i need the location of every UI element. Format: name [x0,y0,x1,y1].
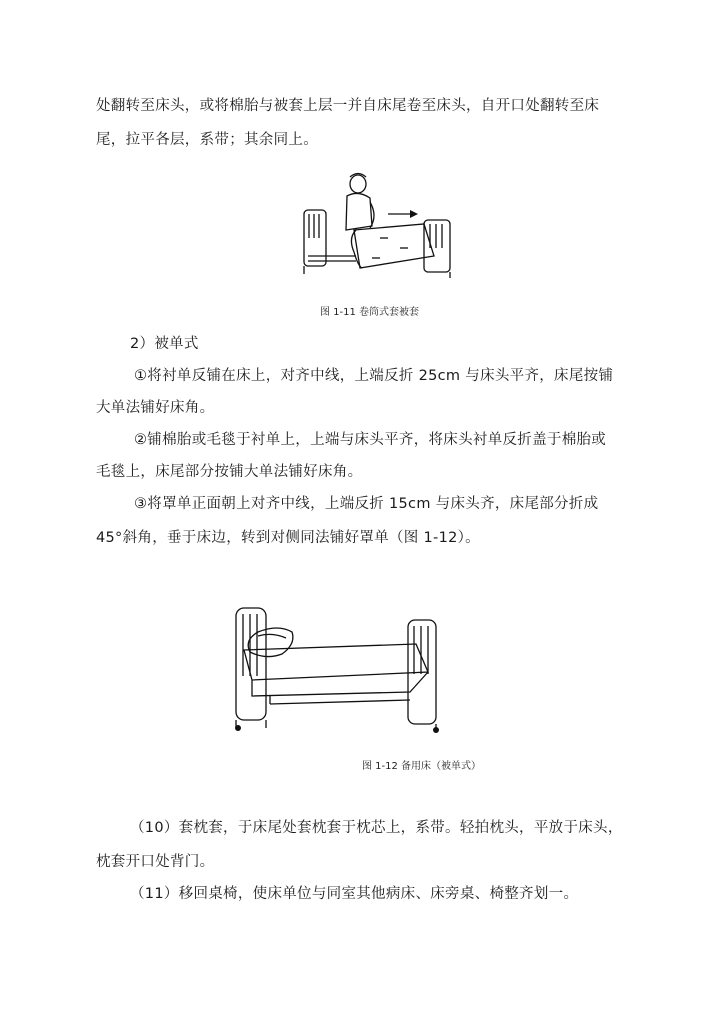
figure-1-11-illustration [300,168,460,278]
paragraph-line: 大单法铺好床角。 [96,400,215,416]
paragraph-line: 尾，拉平各层，系带；其余同上。 [96,132,318,148]
paragraph-line: 处翻转至床头，或将棉胎与被套上层一并自床尾卷至床头，自开口处翻转至床 [96,98,600,114]
paragraph-line: ①将衬单反铺在床上，对齐中线，上端反折 25cm 与床头平齐，床尾按铺 [134,368,614,384]
figure-caption: 图 1-11 卷筒式套被套 [320,307,420,318]
paragraph-line: （10）套枕套，于床尾处套枕套于枕芯上，系带。轻拍枕头，平放于床头， [130,820,623,836]
paragraph-line: ③将罩单正面朝上对齐中线，上端反折 15cm 与床头齐，床尾部分折成 [134,496,599,512]
paragraph-line: 毛毯上，床尾部分按铺大单法铺好床角。 [96,464,363,480]
paragraph-line: 45°斜角，垂于床边，转到对侧同法铺好罩单（图 1-12）。 [96,530,480,546]
paragraph-line: ②铺棉胎或毛毯于衬单上，上端与床头平齐，将床头衬单反折盖于棉胎或 [134,432,607,448]
section-heading: 2）被单式 [130,336,199,352]
paragraph-line: （11）移回桌椅，使床单位与同室其他病床、床旁桌、椅整齐划一。 [130,886,579,902]
paragraph-line: 枕套开口处背门。 [96,854,215,870]
figure-caption: 图 1-12 备用床（被单式） [362,761,482,772]
figure-1-12-illustration [230,600,450,730]
